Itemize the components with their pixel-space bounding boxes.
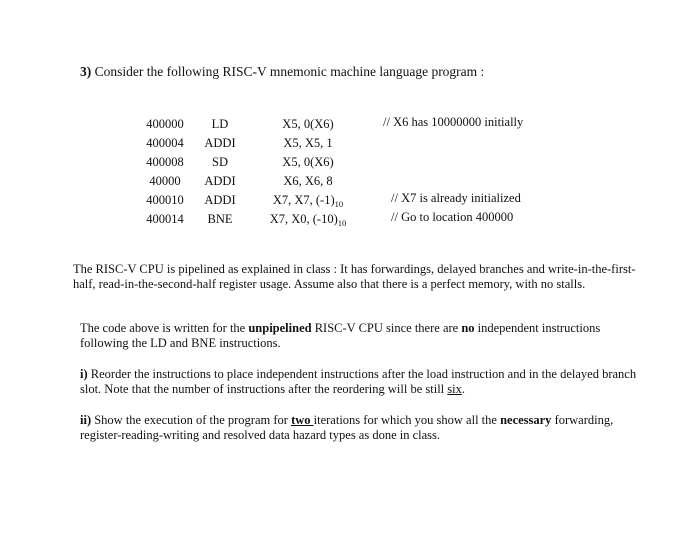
program-comment: // X6 has 10000000 initially bbox=[383, 115, 524, 129]
program-opcode: ADDI bbox=[204, 193, 236, 207]
program-operands: X7, X0, $(-10)_{10}$ bbox=[269, 212, 347, 228]
program-address: 400010 bbox=[146, 193, 184, 207]
question-title bbox=[80, 64, 484, 80]
task-label: ii) bbox=[80, 413, 92, 427]
program-opcode-column bbox=[198, 115, 242, 229]
program-opcode: ADDI bbox=[204, 136, 236, 150]
program-operands: X6, X6, 8 bbox=[283, 174, 333, 188]
question-number: 3) bbox=[80, 64, 92, 79]
program-comment: // Go to location 400000 bbox=[391, 210, 514, 224]
program-address: 400000 bbox=[146, 117, 184, 131]
question-text: Consider the following RISC-V mnemonic machine language program : bbox=[94, 64, 485, 79]
program-operands: X7, X7, $(-1)_{10}$ bbox=[272, 193, 344, 209]
program-operands: X5, X5, 1 bbox=[283, 136, 333, 150]
program-opcode: ADDI bbox=[204, 174, 236, 188]
program-address: 400008 bbox=[146, 155, 184, 169]
program-address: 40000 bbox=[149, 174, 181, 188]
program-address: 400014 bbox=[146, 212, 184, 226]
program-opcode: SD bbox=[212, 155, 228, 169]
pipeline-description: The RISC-V CPU is pipelined as explained in class : It has forwardings, delayed branches and write-in-the-first-half, read-in-the-second-half register usage. Assume also that there is a perfect memory, with no stalls. bbox=[73, 262, 636, 291]
program-opcode: BNE bbox=[207, 212, 233, 226]
subscript-base: 10 bbox=[337, 218, 347, 228]
task-ii: ii) Show the execution of the program for two iterations for which you show all the necessary forwarding, register-reading-writing and resolved data hazard types as done in class. bbox=[80, 413, 614, 442]
program-operands-column bbox=[262, 115, 354, 229]
program-opcode: LD bbox=[211, 117, 229, 131]
unpipelined-note: The code above is written for the unpipelined RISC-V CPU since there are no independent instructions following the LD and BNE instructions. bbox=[80, 321, 601, 350]
program-address-column bbox=[137, 115, 193, 229]
subscript-base: 10 bbox=[334, 199, 344, 209]
program-operands: X5, 0(X6) bbox=[282, 117, 334, 131]
program-operands: X5, 0(X6) bbox=[282, 155, 334, 169]
task-label: i) bbox=[80, 367, 88, 381]
task-i: i) Reorder the instructions to place independent instructions after the load instruction and in the delayed branch slot. Note that the number of instructions after the reordering will be still six. bbox=[80, 367, 637, 396]
program-comment: // X7 is already initialized bbox=[391, 191, 521, 205]
program-address: 400004 bbox=[146, 136, 184, 150]
